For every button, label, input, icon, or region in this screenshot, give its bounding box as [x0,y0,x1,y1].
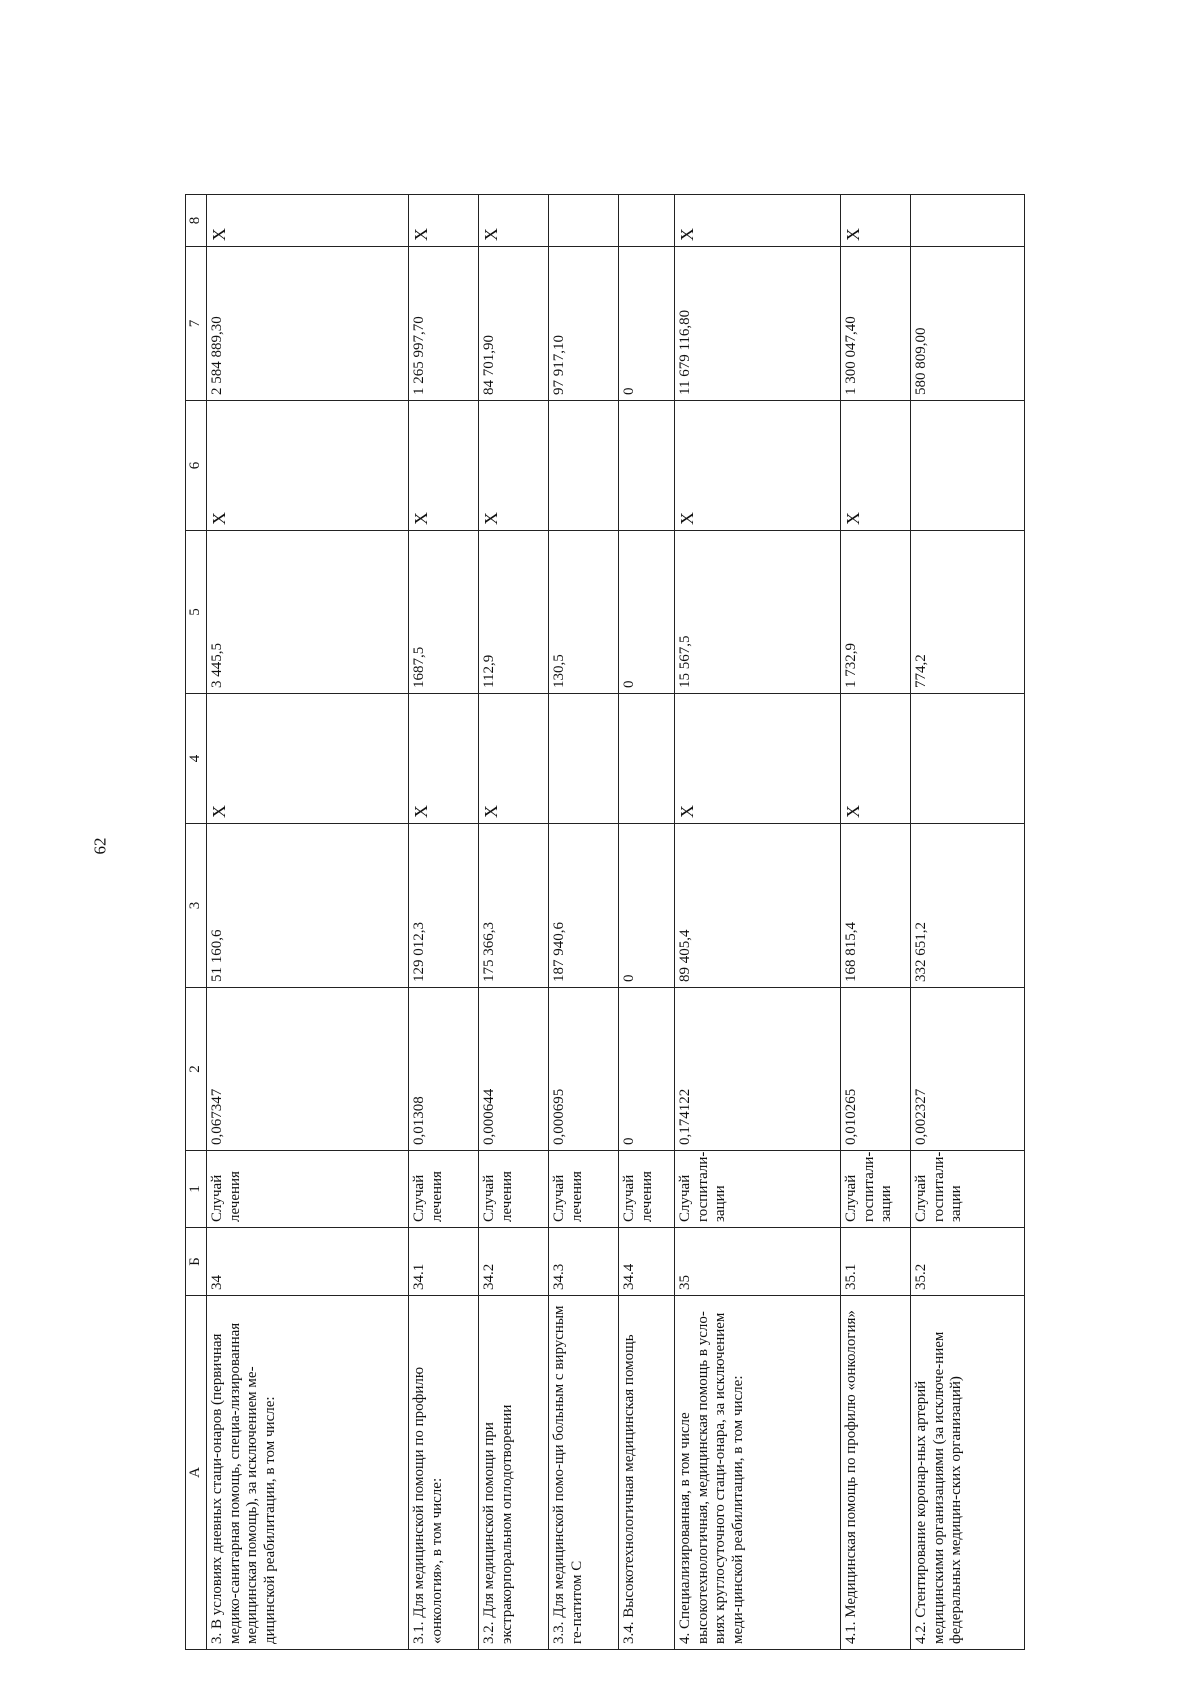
value-cell-3: 89 405,4 [675,824,841,988]
header-cell-6: 6 [186,401,207,531]
value-cell-5: 774,2 [911,531,1025,694]
value-cell-5: 130,5 [549,531,619,694]
value-cell-2: 0,010265 [841,988,911,1151]
value-cell-8: X [841,195,911,247]
value-cell-5: 15 567,5 [675,531,841,694]
page-number: 62 [90,837,110,855]
value-cell-3: 175 366,3 [479,824,549,988]
value-cell-7: 97 917,10 [549,247,619,401]
value-cell-3: 51 160,6 [207,824,409,988]
unit-cell: Случай лечения [409,1151,479,1228]
table-row [619,195,675,1650]
row-code: 35.2 [911,1228,1025,1296]
value-cell-6: X [675,401,841,531]
value-cell-8: X [409,195,479,247]
value-cell-6 [619,401,675,531]
unit-cell: Случай лечения [207,1151,409,1228]
value-cell-6: X [841,401,911,531]
value-cell-6: X [409,401,479,531]
header-cell-4: 4 [186,694,207,824]
value-cell-8 [619,195,675,247]
value-cell-4 [549,694,619,824]
table-header-row [186,195,207,1650]
value-cell-2: 0,174122 [675,988,841,1151]
value-cell-2: 0,000644 [479,988,549,1151]
value-cell-2: 0,067347 [207,988,409,1151]
row-label: 3.2. Для медицинской помощи при экстракорпоральном оплодотворении [479,1296,549,1650]
table-row [549,195,619,1650]
header-cell-a: А [186,1296,207,1650]
value-cell-8: X [207,195,409,247]
table-row [911,195,1025,1650]
unit-cell: Случай лечения [549,1151,619,1228]
value-cell-3: 129 012,3 [409,824,479,988]
value-cell-7: 1 265 997,70 [409,247,479,401]
value-cell-8: X [479,195,549,247]
table-row [479,195,549,1650]
table-row [841,195,911,1650]
row-label: 4.2. Стентирование коронар-ных артерий медицинскими организациями (за исключе-нием федеральных медицин-ских организаций) [911,1296,1025,1650]
unit-cell: Случай лечения [479,1151,549,1228]
unit-cell: Случай госпитали-зации [841,1151,911,1228]
value-cell-5: 1 732,9 [841,531,911,694]
value-cell-6: X [479,401,549,531]
header-cell-1: 1 [186,1151,207,1228]
value-cell-2: 0,01308 [409,988,479,1151]
row-label: 4. Специализированная, в том числе высокотехнологичная, медицинская помощь в усло-виях круглосуточного стаци-онара, за исключением меди-цинской реабилитации, в том числе: [675,1296,841,1650]
row-label: 3.3. Для медицинской помо-щи больным с вирусным ге-патитом С [549,1296,619,1650]
value-cell-8: X [675,195,841,247]
value-cell-4: X [675,694,841,824]
row-label: 4.1. Медицинская помощь по профилю «онкология» [841,1296,911,1650]
value-cell-5: 112,9 [479,531,549,694]
header-cell-7: 7 [186,247,207,401]
unit-cell: Случай лечения [619,1151,675,1228]
unit-cell: Случай госпитали-зации [675,1151,841,1228]
header-cell-5: 5 [186,531,207,694]
row-label: 3. В условиях дневных стаци-онаров (первичная медико-санитарная помощь, специа-лизированная медицинская помощь), за исключением ме-дицинской реабилитации, в том числе: [207,1296,409,1650]
row-code: 34 [207,1228,409,1296]
value-cell-2: 0,000695 [549,988,619,1151]
row-label: 3.1. Для медицинской помощи по профилю «онкология», в том числе: [409,1296,479,1650]
row-code: 34.4 [619,1228,675,1296]
value-cell-2: 0,002327 [911,988,1025,1151]
header-cell-b: Б [186,1228,207,1296]
value-cell-2: 0 [619,988,675,1151]
value-cell-7: 2 584 889,30 [207,247,409,401]
rotated-table-container [185,195,1165,1650]
table-row [675,195,841,1650]
unit-cell: Случай госпитали-зации [911,1151,1025,1228]
data-table [185,194,1025,1650]
value-cell-7: 1 300 047,40 [841,247,911,401]
value-cell-7: 580 809,00 [911,247,1025,401]
value-cell-4 [911,694,1025,824]
table-row [409,195,479,1650]
value-cell-8 [911,195,1025,247]
header-cell-8: 8 [186,195,207,247]
value-cell-6 [911,401,1025,531]
value-cell-4: X [207,694,409,824]
value-cell-8 [549,195,619,247]
value-cell-7: 11 679 116,80 [675,247,841,401]
value-cell-5: 1687,5 [409,531,479,694]
header-cell-2: 2 [186,988,207,1151]
value-cell-4: X [841,694,911,824]
value-cell-3: 168 815,4 [841,824,911,988]
value-cell-3: 187 940,6 [549,824,619,988]
value-cell-7: 84 701,90 [479,247,549,401]
value-cell-5: 0 [619,531,675,694]
table-row [207,195,409,1650]
value-cell-4: X [479,694,549,824]
value-cell-3: 0 [619,824,675,988]
row-code: 35.1 [841,1228,911,1296]
row-code: 35 [675,1228,841,1296]
row-code: 34.1 [409,1228,479,1296]
row-label: 3.4. Высокотехнологичная медицинская помощь [619,1296,675,1650]
value-cell-7: 0 [619,247,675,401]
value-cell-4 [619,694,675,824]
row-code: 34.3 [549,1228,619,1296]
value-cell-6: X [207,401,409,531]
value-cell-3: 332 651,2 [911,824,1025,988]
value-cell-6 [549,401,619,531]
value-cell-5: 3 445,5 [207,531,409,694]
row-code: 34.2 [479,1228,549,1296]
header-cell-3: 3 [186,824,207,988]
value-cell-4: X [409,694,479,824]
